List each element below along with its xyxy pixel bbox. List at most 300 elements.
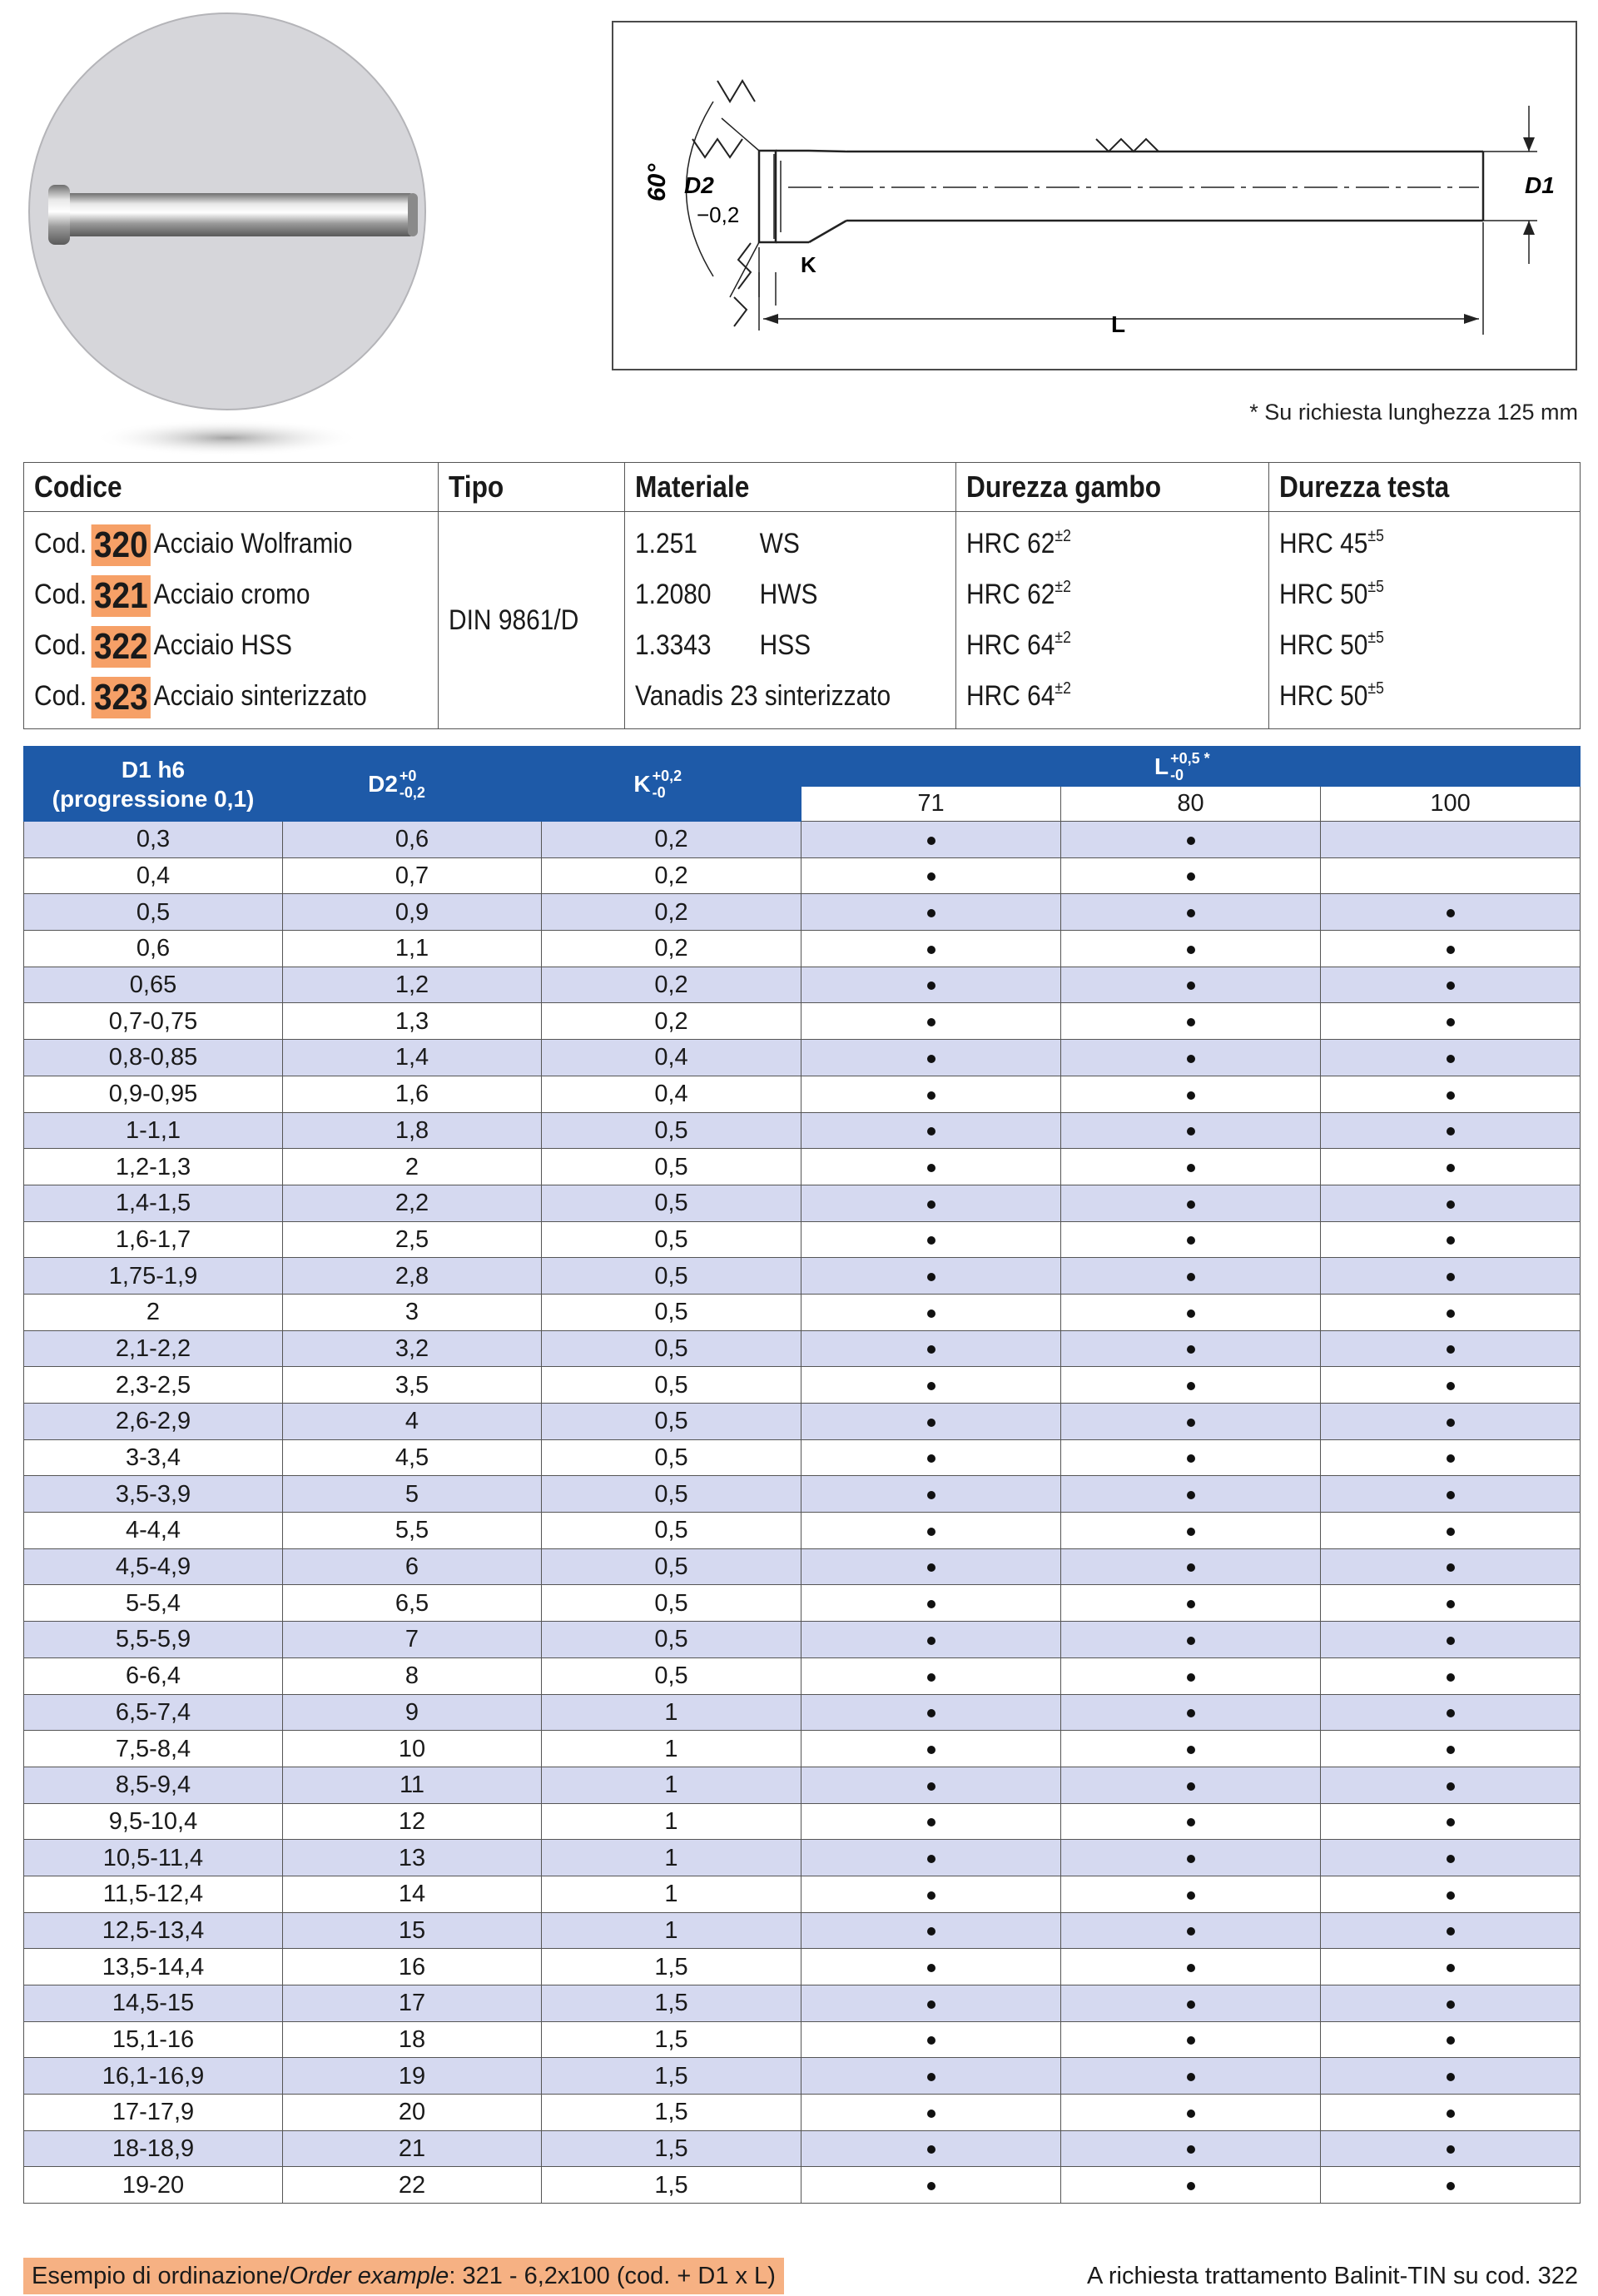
available-dot-icon [1447, 1345, 1455, 1354]
d2-cell: 13 [283, 1840, 542, 1876]
d2-cell: 3,5 [283, 1367, 542, 1404]
available-dot-icon [927, 1563, 935, 1572]
k-cell: 1 [542, 1694, 801, 1731]
table-row [24, 1476, 1581, 1513]
availability-cell [1321, 967, 1581, 1003]
hardness-value: HRC $62^{\pm 2}$ [966, 527, 1071, 559]
code-name: Acciaio sinterizzato [153, 680, 367, 712]
table-row [24, 1367, 1581, 1404]
table-row [24, 1404, 1581, 1440]
code-entry-320: Cod. 320 Acciaio Wolframio [34, 524, 353, 566]
k-cell: 0,5 [542, 1221, 801, 1258]
table-row [24, 1585, 1581, 1622]
available-dot-icon [1187, 1818, 1195, 1826]
availability-cell [801, 1513, 1061, 1549]
d2-cell: 4 [283, 1404, 542, 1440]
d2-cell: 2,8 [283, 1258, 542, 1295]
d2-cell: 0,9 [283, 894, 542, 931]
durezza-testa-cell [1269, 512, 1581, 729]
k-cell: 0,5 [542, 1439, 801, 1476]
availability-cell [801, 1221, 1061, 1258]
availability-cell [801, 1404, 1061, 1440]
d2-cell: 9 [283, 1694, 542, 1731]
availability-cell [1061, 1548, 1321, 1585]
header-l: L +0,5 * -0 [801, 747, 1581, 787]
available-dot-icon [1187, 1782, 1195, 1791]
k-cell: 0,5 [542, 1513, 801, 1549]
availability-cell [1061, 2021, 1321, 2058]
availability-cell [1061, 1513, 1321, 1549]
availability-cell [1321, 1585, 1581, 1622]
availability-cell [1321, 1330, 1581, 1367]
availability-cell [801, 1840, 1061, 1876]
d2-cell: 3 [283, 1294, 542, 1330]
availability-cell [1061, 1367, 1321, 1404]
table-row [24, 1294, 1581, 1330]
availability-cell [1061, 894, 1321, 931]
table-row [24, 1149, 1581, 1185]
available-dot-icon [927, 1673, 935, 1682]
available-dot-icon [927, 946, 935, 954]
available-dot-icon [1447, 2182, 1455, 2190]
code-entry-322: Cod. 322 Acciaio HSS [34, 626, 292, 668]
d2-cell: 1,8 [283, 1112, 542, 1149]
available-dot-icon [1447, 2073, 1455, 2081]
d2-cell: 20 [283, 2095, 542, 2131]
available-dot-icon [1447, 2000, 1455, 2009]
material-entry: 1.251 WS [635, 528, 800, 559]
available-dot-icon [1187, 1528, 1195, 1536]
table-row [24, 967, 1581, 1003]
available-dot-icon [927, 1528, 935, 1536]
availability-cell [1321, 1040, 1581, 1076]
availability-cell [1061, 1476, 1321, 1513]
hardness-value: HRC $64^{\pm 2}$ [966, 629, 1071, 661]
d1-cell: 9,5-10,4 [24, 1803, 283, 1840]
available-dot-icon [927, 1200, 935, 1209]
d2-cell: 7 [283, 1622, 542, 1658]
available-dot-icon [927, 982, 935, 990]
available-dot-icon [1187, 909, 1195, 917]
d1-cell: 0,9-0,95 [24, 1076, 283, 1112]
available-dot-icon [1447, 1964, 1455, 1972]
availability-cell [1321, 1622, 1581, 1658]
available-dot-icon [1447, 982, 1455, 990]
d1-cell: 6-6,4 [24, 1657, 283, 1694]
d1-cell: 4,5-4,9 [24, 1548, 283, 1585]
d2-cell: 21 [283, 2130, 542, 2167]
hardness-value: HRC $45^{\pm 5}$ [1279, 527, 1384, 559]
availability-cell [801, 1330, 1061, 1367]
availability-cell [801, 2058, 1061, 2095]
header-k: K +0,2 -0 [542, 747, 801, 822]
table-row [24, 1003, 1581, 1040]
d1-cell: 1,2-1,3 [24, 1149, 283, 1185]
availability-cell [801, 2167, 1061, 2204]
availability-cell [1321, 1912, 1581, 1949]
available-dot-icon [927, 2182, 935, 2190]
d1-cell: 2,1-2,2 [24, 1330, 283, 1367]
k-cell: 0,5 [542, 1404, 801, 1440]
d1-label: D1 [1525, 172, 1555, 198]
available-dot-icon [1447, 1891, 1455, 1900]
available-dot-icon [1187, 982, 1195, 990]
k-cell: 0,5 [542, 1185, 801, 1221]
available-dot-icon [1187, 1419, 1195, 1427]
d1-cell: 0,5 [24, 894, 283, 931]
table-row [24, 1694, 1581, 1731]
d2-cell: 4,5 [283, 1439, 542, 1476]
availability-cell [801, 1803, 1061, 1840]
available-dot-icon [927, 872, 935, 881]
d2-cell: 2,5 [283, 1221, 542, 1258]
available-dot-icon [1447, 1818, 1455, 1826]
code-number: 322 [91, 626, 151, 668]
availability-cell [1321, 1258, 1581, 1295]
available-dot-icon [927, 1964, 935, 1972]
d2-tolerance-label: −0,2 [697, 202, 740, 227]
header-codice: Codice [24, 463, 439, 512]
available-dot-icon [1447, 946, 1455, 954]
available-dot-icon [927, 1927, 935, 1936]
table-row [24, 822, 1581, 858]
hardness-value: HRC $62^{\pm 2}$ [966, 578, 1071, 610]
availability-cell [1061, 1949, 1321, 1985]
d1-cell: 6,5-7,4 [24, 1694, 283, 1731]
availability-cell [801, 1185, 1061, 1221]
d2-cell: 1,6 [283, 1076, 542, 1112]
table-row [24, 894, 1581, 931]
availability-cell [1321, 1513, 1581, 1549]
technical-drawing [612, 21, 1577, 370]
availability-cell [801, 1876, 1061, 1912]
d2-cell: 5 [283, 1476, 542, 1513]
availability-cell [801, 1767, 1061, 1803]
availability-cell [1321, 931, 1581, 967]
d1-cell: 0,4 [24, 857, 283, 894]
header-durezza-testa: Durezza testa [1269, 463, 1581, 512]
availability-cell [1321, 1767, 1581, 1803]
k-cell: 0,2 [542, 857, 801, 894]
table-row [24, 1949, 1581, 1985]
available-dot-icon [1447, 1454, 1455, 1463]
availability-cell [1061, 931, 1321, 967]
k-cell: 1,5 [542, 1985, 801, 2022]
available-dot-icon [1187, 1563, 1195, 1572]
available-dot-icon [927, 1454, 935, 1463]
available-dot-icon [927, 1273, 935, 1281]
availability-cell [801, 822, 1061, 858]
d1-cell: 17-17,9 [24, 2095, 283, 2131]
available-dot-icon [1187, 1855, 1195, 1863]
k-cell: 0,5 [542, 1476, 801, 1513]
d2-cell: 2,2 [283, 1185, 542, 1221]
d1-cell: 5-5,4 [24, 1585, 283, 1622]
availability-cell [801, 857, 1061, 894]
available-dot-icon [1447, 1310, 1455, 1318]
d2-cell: 12 [283, 1803, 542, 1840]
hardness-value: HRC $50^{\pm 5}$ [1279, 578, 1384, 610]
k-cell: 0,2 [542, 1003, 801, 1040]
availability-cell [1061, 1585, 1321, 1622]
availability-cell [1321, 1221, 1581, 1258]
k-cell: 0,5 [542, 1149, 801, 1185]
availability-cell [1321, 1731, 1581, 1767]
availability-cell [1061, 1149, 1321, 1185]
available-dot-icon [927, 1345, 935, 1354]
available-dot-icon [1187, 1273, 1195, 1281]
table-row [24, 1076, 1581, 1112]
availability-cell [1061, 822, 1321, 858]
available-dot-icon [927, 1382, 935, 1390]
availability-cell [1061, 1657, 1321, 1694]
available-dot-icon [1187, 2110, 1195, 2118]
availability-cell [801, 1476, 1061, 1513]
available-dot-icon [927, 1018, 935, 1026]
material-entry: 1.3343 HSS [635, 629, 811, 661]
availability-cell [1061, 1912, 1321, 1949]
d2-cell: 19 [283, 2058, 542, 2095]
k-cell: 1,5 [542, 1949, 801, 1985]
available-dot-icon [1187, 872, 1195, 881]
k-cell: 0,5 [542, 1548, 801, 1585]
available-dot-icon [1447, 1673, 1455, 1682]
table-row [24, 1731, 1581, 1767]
availability-cell [1061, 1076, 1321, 1112]
available-dot-icon [927, 1746, 935, 1754]
table-row [24, 1985, 1581, 2022]
d1-cell: 14,5-15 [24, 1985, 283, 2022]
table-row [24, 1622, 1581, 1658]
size-table [23, 746, 1581, 2204]
availability-cell [1061, 857, 1321, 894]
d2-cell: 3,2 [283, 1330, 542, 1367]
d2-cell: 8 [283, 1657, 542, 1694]
table-row [24, 1513, 1581, 1549]
availability-cell [1061, 967, 1321, 1003]
d1-cell: 1,6-1,7 [24, 1221, 283, 1258]
d1-cell: 15,1-16 [24, 2021, 283, 2058]
availability-cell [1321, 857, 1581, 894]
availability-cell [1321, 1439, 1581, 1476]
table-row [24, 1185, 1581, 1221]
materiale-cell [625, 512, 956, 729]
available-dot-icon [927, 1091, 935, 1100]
code-entry-323: Cod. 323 Acciaio sinterizzato [34, 677, 367, 718]
availability-cell [1321, 2130, 1581, 2167]
availability-cell [1321, 1694, 1581, 1731]
k-cell: 0,4 [542, 1040, 801, 1076]
table-row [24, 1767, 1581, 1803]
d1-cell: 12,5-13,4 [24, 1912, 283, 1949]
availability-cell [801, 1949, 1061, 1985]
code-name: Acciaio HSS [153, 629, 292, 661]
d1-cell: 5,5-5,9 [24, 1622, 283, 1658]
available-dot-icon [1187, 2073, 1195, 2081]
durezza-gambo-cell [956, 512, 1269, 729]
available-dot-icon [1447, 1528, 1455, 1536]
k-cell: 1 [542, 1767, 801, 1803]
availability-cell [1061, 1985, 1321, 2022]
availability-cell [1061, 1439, 1321, 1476]
availability-cell [801, 1622, 1061, 1658]
availability-cell [1061, 1622, 1321, 1658]
available-dot-icon [927, 1709, 935, 1717]
d2-cell: 1,2 [283, 967, 542, 1003]
availability-cell [1321, 2095, 1581, 2131]
k-cell: 0,5 [542, 1657, 801, 1694]
availability-cell [1061, 1767, 1321, 1803]
availability-cell [1061, 1840, 1321, 1876]
k-cell: 0,2 [542, 822, 801, 858]
availability-cell [1321, 2058, 1581, 2095]
available-dot-icon [1187, 1345, 1195, 1354]
table-row [24, 1803, 1581, 1840]
code-name: Acciaio Wolframio [153, 528, 353, 559]
header-tipo: Tipo [439, 463, 625, 512]
available-dot-icon [927, 1637, 935, 1645]
availability-cell [1321, 1076, 1581, 1112]
available-dot-icon [1447, 2110, 1455, 2118]
k-cell: 0,5 [542, 1622, 801, 1658]
hardness-value: HRC $50^{\pm 5}$ [1279, 679, 1384, 712]
availability-cell [801, 1585, 1061, 1622]
k-cell: 0,5 [542, 1294, 801, 1330]
availability-cell [801, 1439, 1061, 1476]
availability-cell [801, 931, 1061, 967]
available-dot-icon [1447, 1200, 1455, 1209]
code-number: 321 [91, 575, 151, 617]
availability-cell [801, 894, 1061, 931]
availability-cell [1061, 1258, 1321, 1295]
table-row [24, 2021, 1581, 2058]
availability-cell [801, 1040, 1061, 1076]
code-number: 323 [91, 677, 151, 718]
availability-cell [1321, 1294, 1581, 1330]
available-dot-icon [1187, 1637, 1195, 1645]
availability-cell [1061, 1404, 1321, 1440]
available-dot-icon [1447, 1164, 1455, 1172]
d1-cell: 2,6-2,9 [24, 1404, 283, 1440]
availability-cell [1321, 1876, 1581, 1912]
availability-cell [1321, 822, 1581, 858]
k-cell: 1,5 [542, 2095, 801, 2131]
k-cell: 1,5 [542, 2167, 801, 2204]
available-dot-icon [1187, 1673, 1195, 1682]
available-dot-icon [927, 1818, 935, 1826]
k-cell: 1 [542, 1876, 801, 1912]
table-row [24, 931, 1581, 967]
available-dot-icon [1447, 1018, 1455, 1026]
table-row [24, 1112, 1581, 1149]
d2-cell: 0,6 [283, 822, 542, 858]
available-dot-icon [1187, 1964, 1195, 1972]
available-dot-icon [1447, 1782, 1455, 1791]
d2-cell: 1,3 [283, 1003, 542, 1040]
available-dot-icon [927, 2073, 935, 2081]
availability-cell [801, 1149, 1061, 1185]
d2-cell: 5,5 [283, 1513, 542, 1549]
header-length-100: 100 [1321, 787, 1581, 822]
availability-cell [801, 1912, 1061, 1949]
available-dot-icon [927, 2145, 935, 2154]
available-dot-icon [927, 2036, 935, 2045]
length-note: * Su richiesta lunghezza 125 mm [1249, 400, 1578, 425]
available-dot-icon [1187, 1891, 1195, 1900]
availability-cell [801, 1367, 1061, 1404]
availability-cell [1321, 894, 1581, 931]
material-entry: 1.2080 HWS [635, 579, 818, 610]
k-cell: 0,5 [542, 1585, 801, 1622]
availability-cell [801, 1003, 1061, 1040]
availability-cell [1061, 1803, 1321, 1840]
d1-cell: 1-1,1 [24, 1112, 283, 1149]
d2-cell: 6 [283, 1548, 542, 1585]
table-row [24, 1040, 1581, 1076]
availability-cell [801, 1294, 1061, 1330]
d2-cell: 22 [283, 2167, 542, 2204]
available-dot-icon [1187, 1709, 1195, 1717]
availability-cell [1321, 1404, 1581, 1440]
availability-cell [1321, 1840, 1581, 1876]
d1-cell: 0,8-0,85 [24, 1040, 283, 1076]
available-dot-icon [1447, 1746, 1455, 1754]
availability-cell [1321, 1548, 1581, 1585]
availability-cell [1061, 2058, 1321, 2095]
available-dot-icon [1447, 1709, 1455, 1717]
l-label: L [1111, 311, 1126, 337]
available-dot-icon [1447, 2145, 1455, 2154]
header-length-80: 80 [1061, 787, 1321, 822]
availability-cell [1061, 1694, 1321, 1731]
d2-cell: 11 [283, 1767, 542, 1803]
available-dot-icon [927, 1236, 935, 1245]
available-dot-icon [1187, 837, 1195, 845]
available-dot-icon [1187, 1382, 1195, 1390]
k-cell: 0,2 [542, 894, 801, 931]
available-dot-icon [927, 1419, 935, 1427]
available-dot-icon [1447, 1273, 1455, 1281]
available-dot-icon [1447, 1419, 1455, 1427]
table-row [24, 1548, 1581, 1585]
d1-cell: 3,5-3,9 [24, 1476, 283, 1513]
d2-cell: 2 [283, 1149, 542, 1185]
available-dot-icon [1187, 1055, 1195, 1063]
available-dot-icon [1187, 2000, 1195, 2009]
available-dot-icon [1187, 1236, 1195, 1245]
k-cell: 0,5 [542, 1367, 801, 1404]
d1-cell: 0,6 [24, 931, 283, 967]
availability-cell [801, 1258, 1061, 1295]
available-dot-icon [1187, 2036, 1195, 2045]
availability-cell [801, 1657, 1061, 1694]
k-cell: 1,5 [542, 2130, 801, 2167]
table-row [24, 2130, 1581, 2167]
available-dot-icon [927, 1600, 935, 1608]
availability-cell [1061, 2130, 1321, 2167]
available-dot-icon [927, 837, 935, 845]
table-row [24, 2058, 1581, 2095]
availability-cell [1321, 1185, 1581, 1221]
d1-cell: 0,65 [24, 967, 283, 1003]
code-table [23, 462, 1581, 729]
availability-cell [1321, 2021, 1581, 2058]
availability-cell [1321, 1949, 1581, 1985]
d1-cell: 0,7-0,75 [24, 1003, 283, 1040]
d1-cell: 4-4,4 [24, 1513, 283, 1549]
table-row [24, 1330, 1581, 1367]
k-cell: 0,5 [542, 1330, 801, 1367]
